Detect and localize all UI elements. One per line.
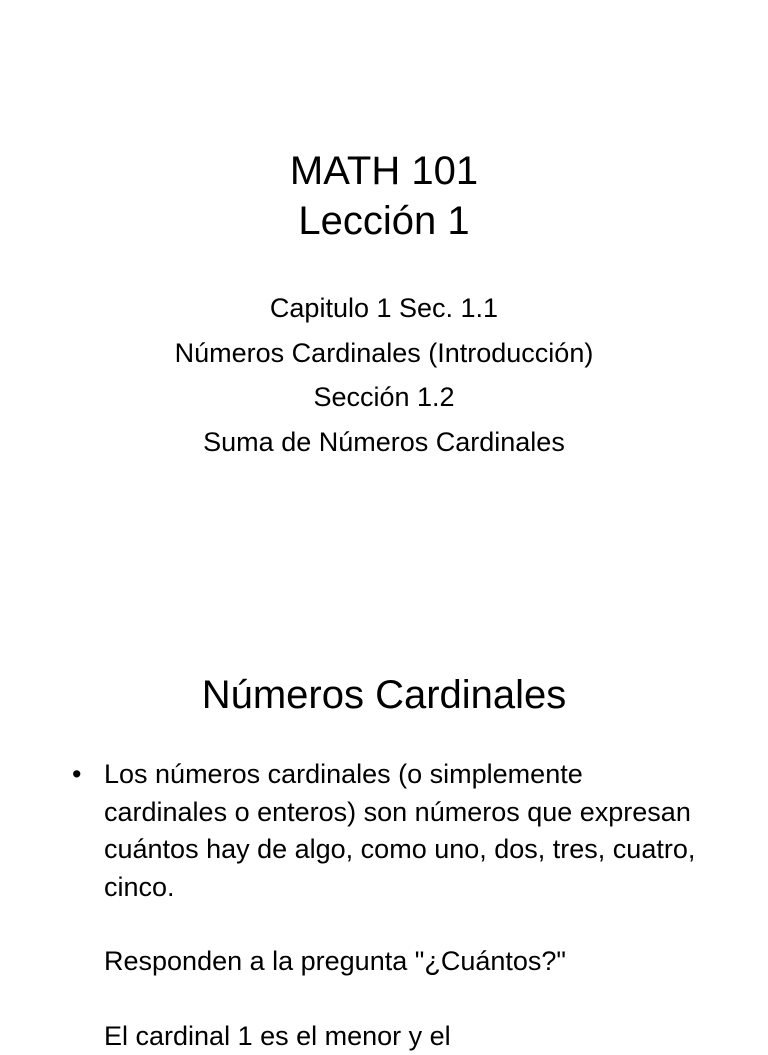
bullet-marker: • [72,756,81,794]
slide-1-title [0,146,768,246]
question-paragraph: Responden a la pregunta "¿Cuántos?" [104,943,712,981]
topic-sum-cardinal-numbers: Suma de Números Cardinales [0,420,768,465]
list-item [72,756,712,1055]
chapter-section-1-1: Capitulo 1 Sec. 1.1 [0,286,768,331]
bullet-list [72,756,712,1055]
slide-1-subtitle [0,286,768,464]
course-code: MATH 101 [0,146,768,196]
slide-2 [0,640,768,1024]
smallest-cardinal-paragraph: El cardinal 1 es el menor y el [104,1018,712,1055]
topic-cardinal-numbers-intro: Números Cardinales (Introducción) [0,331,768,376]
definition-paragraph: Los números cardinales (o simplemente cardinales o enteros) son números que expresan cuántos hay de algo, como uno, dos, tres, cuatro, cinco. [104,756,712,906]
lesson-number: Lección 1 [0,196,768,246]
section-1-2: Sección 1.2 [0,375,768,420]
slide-2-title: Números Cardinales [0,670,768,720]
